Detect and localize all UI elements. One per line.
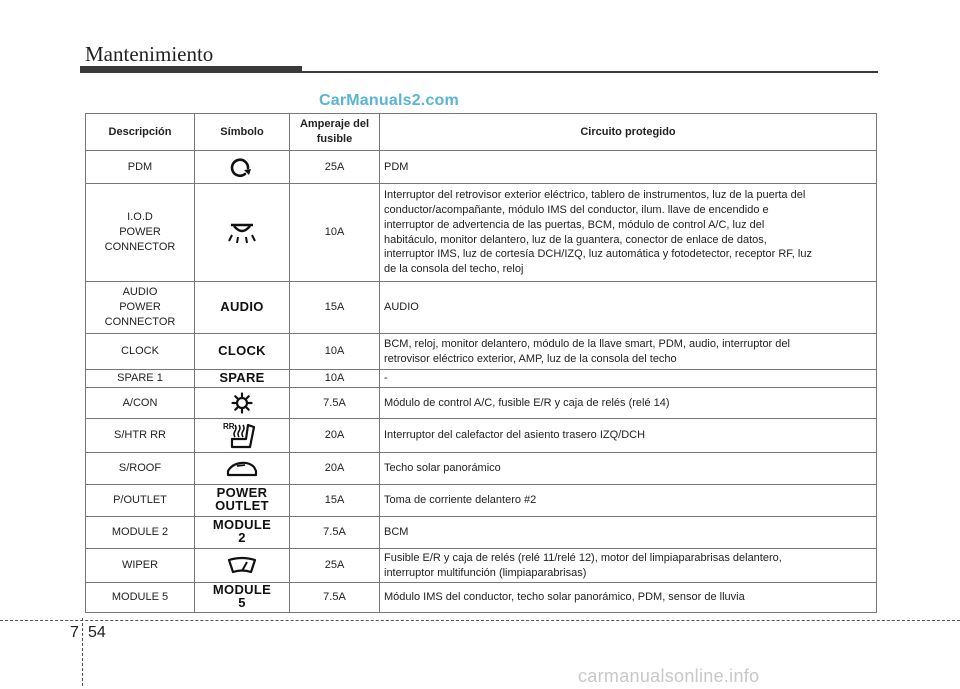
row-circuit: BCM <box>380 517 877 549</box>
row-description: A/CON <box>86 388 195 419</box>
row-description: S/ROOF <box>86 453 195 485</box>
row-circuit: Interruptor del retrovisor exterior eléctrico, tablero de instrumentos, luz de la puerta del conductor/acompañante, módulo IMS del conductor, ilum. llave de encendido e interruptor de advertencia de las puertas, BCM, módulo de control A/C, luz del habitáculo, monitor delantero, luz de la guantera, conector de enlace de datos, interruptor IMS, luz de cortesía DCH/IZQ, luz automática y fotodetector, receptor RF, luz de la consola del techo, reloj <box>380 184 877 282</box>
row-symbol <box>195 549 290 583</box>
table-row <box>86 517 877 549</box>
symbol-text: SPARE <box>219 369 265 385</box>
pdm-loop-icon <box>229 155 255 179</box>
symbol-text: MODULE 5 <box>212 582 272 611</box>
table-row <box>86 485 877 517</box>
row-description: P/OUTLET <box>86 485 195 517</box>
header-amperage <box>290 114 380 151</box>
row-circuit: Módulo IMS del conductor, techo solar panorámico, PDM, sensor de lluvia <box>380 583 877 613</box>
rear-seat-label: RR <box>223 421 235 431</box>
row-symbol <box>195 583 290 613</box>
row-circuit: PDM <box>380 151 877 184</box>
page-divider-vertical <box>82 618 83 686</box>
row-symbol <box>195 370 290 388</box>
sunroof-car-icon <box>225 460 259 478</box>
row-description: SPARE 1 <box>86 370 195 388</box>
title-bar <box>80 66 302 73</box>
header-amperage-line1: Amperaje del <box>299 118 370 131</box>
table-row <box>86 334 877 370</box>
row-amperage: 10A <box>290 184 380 282</box>
page-number: 54 <box>88 624 106 641</box>
row-symbol <box>195 184 290 282</box>
row-amperage: 25A <box>290 549 380 583</box>
row-circuit: - <box>380 370 877 388</box>
row-symbol <box>195 388 290 419</box>
watermark-bottom: carmanualsonline.info <box>578 666 760 686</box>
table-row <box>86 583 877 613</box>
row-symbol <box>195 517 290 549</box>
row-description: WIPER <box>86 549 195 583</box>
row-amperage: 25A <box>290 151 380 184</box>
row-description: S/HTR RR <box>86 419 195 453</box>
row-amperage: 7.5A <box>290 517 380 549</box>
row-circuit: Toma de corriente delantero #2 <box>380 485 877 517</box>
row-amperage: 10A <box>290 370 380 388</box>
windshield-wiper-icon <box>226 556 258 576</box>
fuse-table <box>85 113 877 613</box>
table-header-row <box>86 114 877 151</box>
row-amperage: 10A <box>290 334 380 370</box>
header-symbol: Símbolo <box>195 114 290 151</box>
air-conditioner-icon <box>231 392 253 414</box>
header-amperage-line2: fusible <box>316 133 353 145</box>
header-circuit: Circuito protegido <box>380 114 877 151</box>
table-row <box>86 370 877 388</box>
row-amperage: 7.5A <box>290 583 380 613</box>
table-row <box>86 549 877 583</box>
row-description: AUDIO POWER CONNECTOR <box>86 282 195 334</box>
row-symbol <box>195 151 290 184</box>
section-title: Mantenimiento <box>85 42 214 66</box>
chapter-number: 7 <box>70 624 79 641</box>
page-divider-horizontal <box>0 620 960 621</box>
row-amperage: 15A <box>290 485 380 517</box>
row-description: I.O.D POWER CONNECTOR <box>86 184 195 282</box>
row-circuit: BCM, reloj, monitor delantero, módulo de la llave smart, PDM, audio, interruptor del retrovisor eléctrico exterior, AMP, luz de la consola del techo <box>380 334 877 370</box>
row-symbol <box>195 419 290 453</box>
row-symbol <box>195 485 290 517</box>
table-row <box>86 453 877 485</box>
table-row <box>86 184 877 282</box>
symbol-text: CLOCK <box>218 342 266 358</box>
row-amperage: 20A <box>290 453 380 485</box>
symbol-text: POWER OUTLET <box>215 485 269 514</box>
watermark-top: CarManuals2.com <box>319 92 459 109</box>
row-circuit: Interruptor del calefactor del asiento trasero IZQ/DCH <box>380 419 877 453</box>
row-description: PDM <box>86 151 195 184</box>
symbol-text: AUDIO <box>220 298 264 314</box>
row-symbol <box>195 453 290 485</box>
header-description: Descripción <box>86 114 195 151</box>
row-circuit: AUDIO <box>380 282 877 334</box>
row-symbol <box>195 282 290 334</box>
row-circuit: Módulo de control A/C, fusible E/R y caja de relés (relé 14) <box>380 388 877 419</box>
row-description: CLOCK <box>86 334 195 370</box>
row-circuit: Fusible E/R y caja de relés (relé 11/relé 12), motor del limpiaparabrisas delantero, interruptor multifunción (limpiaparabrisas) <box>380 549 877 583</box>
title-rule <box>302 71 878 73</box>
row-circuit: Techo solar panorámico <box>380 453 877 485</box>
row-amperage: 15A <box>290 282 380 334</box>
row-amperage: 20A <box>290 419 380 453</box>
table-row <box>86 419 877 453</box>
row-description: MODULE 5 <box>86 583 195 613</box>
rear-seat-heater-icon <box>222 421 262 451</box>
row-symbol <box>195 334 290 370</box>
table-row <box>86 388 877 419</box>
room-lamp-icon <box>225 222 259 244</box>
symbol-text: MODULE 2 <box>212 517 272 546</box>
table-row <box>86 151 877 184</box>
table-row <box>86 282 877 334</box>
row-amperage: 7.5A <box>290 388 380 419</box>
row-description: MODULE 2 <box>86 517 195 549</box>
